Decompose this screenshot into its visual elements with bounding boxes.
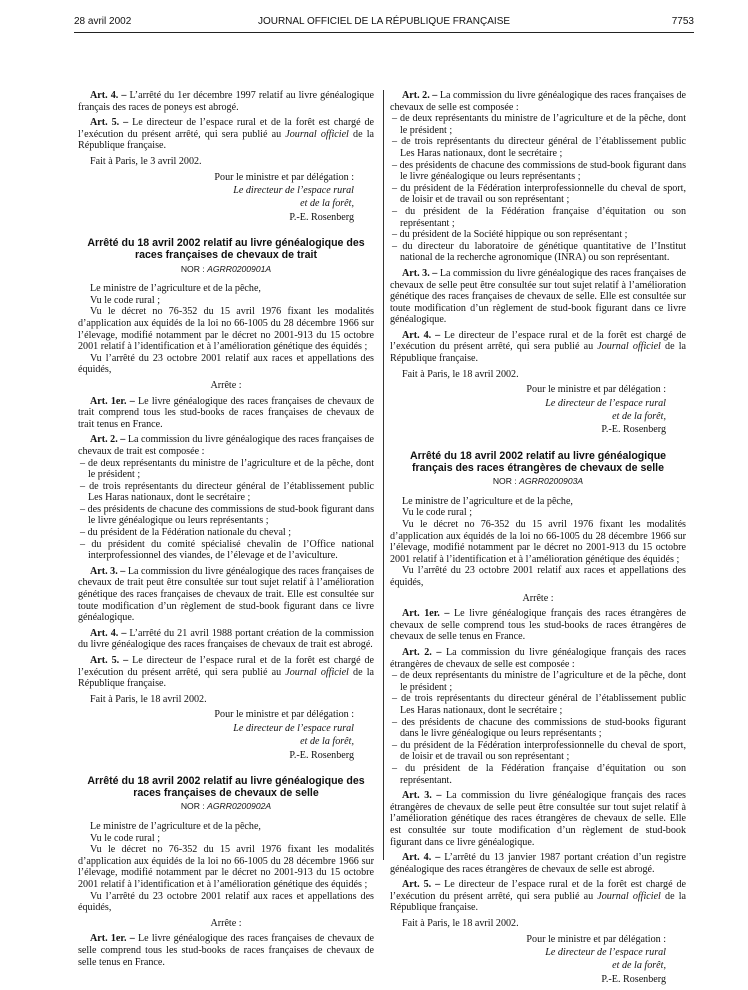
- paragraph: Vu l’arrêté du 23 octobre 2001 relatif aux races et appellations des équidés,: [78, 352, 374, 376]
- article: Art. 1er. – Le livre généalogique des races françaises de chevaux de selle comprend tous les stud-books de races françaises de chevaux de selle tenus en France.: [78, 933, 374, 968]
- paragraph: Le ministre de l’agriculture et de la pêche,: [402, 495, 573, 507]
- fait-line: Fait à Paris, le 18 avril 2002.: [402, 368, 519, 380]
- column-divider: [383, 90, 384, 860]
- fait-line: Fait à Paris, le 3 avril 2002.: [90, 155, 202, 167]
- list-item: – de trois représentants du directeur général de l’établissement public Les Haras nationaux, dont le secrétaire ;: [80, 480, 374, 504]
- paragraph: Vu le code rural ;: [90, 294, 161, 306]
- article: Art. 5. – Le directeur de l’espace rural et de la forêt est chargé de l’exécution du présent arrêté, qui sera publié au Journal officiel de la République française.: [78, 655, 374, 690]
- page-number: 7753: [671, 16, 694, 27]
- article: Art. 2. – La commission du livre généalogique français des races étrangères de chevaux de selle est composée :: [390, 647, 686, 670]
- list-item: – des présidents de chacune des commissions de stud-books figurant dans le livre généalogique ou leurs représentants ;: [392, 716, 686, 740]
- header-rule: [74, 32, 694, 33]
- list-item: – des présidents de chacune des commissions de stud-book figurant dans le livre généalogique ou leurs représentants ;: [392, 159, 686, 183]
- list-item: – du président de la Fédération interprofessionnelle du cheval de sport, de loisir et de travail ou son représentant ;: [392, 182, 686, 206]
- list-item: – de deux représentants du ministre de l’agriculture et de la pêche, dont le président ;: [392, 670, 686, 693]
- signature-block: Pour le ministre et par délégation : Le directeur de l’espace rural et de la forêt, P.-E. Rosenberg: [214, 171, 354, 223]
- list-item: – de deux représentants du ministre de l’agriculture et de la pêche, dont le président ;: [392, 113, 686, 136]
- list-item: – du directeur du laboratoire de génétique quantitative de l’Institut national de la recherche agronomique (INRA) ou son représentant.: [392, 240, 686, 264]
- signature-block: Pour le ministre et par délégation : Le directeur de l’espace rural et de la forêt, P.-E. Rosenberg: [214, 709, 354, 761]
- fait-line: Fait à Paris, le 18 avril 2002.: [402, 918, 519, 930]
- header-date: 28 avril 2002: [74, 16, 132, 27]
- list-item: – de trois représentants du directeur général de l’établissement public Les Haras nationaux, dont le secrétaire ;: [392, 136, 686, 159]
- decree-title: Arrêté du 18 avril 2002 relatif au livre généalogique français des races étrangères de chevaux de selle: [409, 449, 667, 475]
- paragraph: Vu le code rural ;: [90, 832, 161, 844]
- arrete-heading: Arrête :: [210, 379, 242, 391]
- article: Art. 3. – La commission du livre généalogique des races françaises de chevaux de selle peut être consultée sur tout sujet relatif à l’amélioration génétique des races françaises de chevaux de selle. Elle est consultée sur toute modification d’un règlement de stud-book figurant dans ce livre généalogique.: [390, 267, 686, 326]
- arrete-heading: Arrête :: [210, 917, 242, 929]
- article: Art. 4. – Le directeur de l’espace rural et de la forêt est chargé de l’exécution du présent arrêté, qui sera publié au Journal officiel de la République française.: [390, 329, 686, 365]
- member-list: [390, 670, 686, 786]
- article: Art. 1er. – Le livre généalogique des races françaises de chevaux de trait comprend tous les stud-books de races françaises de chevaux de trait tenus en France.: [78, 395, 374, 430]
- list-item: – du président de la Fédération nationale du cheval ;: [80, 527, 292, 539]
- paragraph: Vu le code rural ;: [402, 507, 473, 519]
- nor-reference: NOR : AGRR0200901A: [180, 263, 272, 274]
- paragraph: Vu l’arrêté du 23 octobre 2001 relatif aux races et appellations des équidés,: [78, 890, 374, 914]
- list-item: – de deux représentants du ministre de l’agriculture et de la pêche, dont le président ;: [80, 457, 374, 481]
- paragraph: Vu l’arrêté du 23 octobre 2001 relatif aux races et appellations des équidés,: [390, 565, 686, 589]
- decree-title: Arrêté du 18 avril 2002 relatif au livre généalogique des races françaises de chevaux de selle: [87, 775, 365, 800]
- article: Art. 1er. – Le livre généalogique français des races étrangères de chevaux de selle comprend tous les stud-books de races étrangères de chevaux de selle tenus en France.: [390, 608, 686, 643]
- left-column: [78, 90, 374, 972]
- decree-title: Arrêté du 18 avril 2002 relatif au livre généalogique des races françaises de chevaux de trait: [87, 237, 365, 262]
- article: Art. 3. – La commission du livre généalogique français des races étrangères de chevaux de selle peut être consultée sur tout sujet relatif à l’amélioration génétique des races étrangères de chevaux de selle. Elle est consultée sur toute modification d’un règlement de stud-book figurant dans ce livre généalogique.: [390, 790, 686, 848]
- journal-title: JOURNAL OFFICIEL DE LA RÉPUBLIQUE FRANÇAISE: [257, 16, 511, 27]
- paragraph: Vu le décret no 76-352 du 15 avril 1976 fixant les modalités d’application aux équidés de la loi no 66-1005 du 28 décembre 1966 sur l’élevage, modifié notamment par le décret no 2001-913 du 15 octobre 2001 relatif à l’identification et à l’amélioration génétique des équidés ;: [78, 844, 374, 890]
- list-item: – des présidents de chacune des commissions de stud-book figurant dans le livre généalogique ou leurs représentants ;: [80, 503, 374, 527]
- article: Art. 2. – La commission du livre généalogique des races françaises de chevaux de selle est composée :: [390, 90, 686, 113]
- signature-block: Pour le ministre et par délégation : Le directeur de l’espace rural et de la forêt, P.-E. Rosenberg: [526, 933, 666, 985]
- article: Art. 5. – Le directeur de l’espace rural et de la forêt est chargé de l’exécution du présent arrêté, qui sera publié au Journal officiel de la République française.: [390, 879, 686, 914]
- article: Art. 4. – L’arrêté du 13 janvier 1987 portant création d’un registre généalogique des races étrangères de chevaux de selle est abrogé.: [390, 852, 686, 875]
- member-list: [78, 458, 374, 562]
- right-column: [390, 90, 686, 987]
- paragraph: Vu le décret no 76-352 du 15 avril 1976 fixant les modalités d’application aux équidés de la loi no 66-1005 du 28 décembre 1966 sur l’élevage, modifié notamment par le décret no 2001-913 du 15 octobre 2001 relatif à l’identification et à l’amélioration génétique des équidés ;: [390, 519, 686, 565]
- arrete-heading: Arrête :: [522, 592, 554, 604]
- paragraph: Art. 5. – Le directeur de l’espace rural et de la forêt est chargé de l’exécution du présent arrêté, qui sera publié au Journal officiel de la République française.: [78, 117, 374, 152]
- nor-reference: NOR : AGRR0200903A: [492, 476, 584, 487]
- paragraph: Art. 4. – L’arrêté du 1er décembre 1997 relatif au livre généalogique français des races de poneys est abrogé.: [78, 90, 374, 113]
- paragraph: Le ministre de l’agriculture et de la pêche,: [90, 821, 261, 832]
- page-header: [74, 16, 694, 30]
- list-item: – du président de la Fédération interprofessionnelle du cheval de sport, de loisir et de travail ou son représentant ;: [392, 739, 686, 763]
- list-item: – du président du comité spécialisé chevalin de l’Office national interprofessionnel des viandes, de l’élevage et de l’aviculture.: [80, 538, 374, 562]
- member-list: [390, 113, 686, 264]
- list-item: – du président de la Société hippique ou son représentant ;: [392, 229, 628, 241]
- paragraph: Vu le décret no 76-352 du 15 avril 1976 fixant les modalités d’application aux équidés de la loi no 66-1005 du 28 décembre 1966 sur l’élevage, modifié notamment par le décret no 2001-913 du 15 octobre 2001 relatif à l’identification et à l’amélioration génétique des équidés ;: [78, 306, 374, 353]
- article: Art. 3. – La commission du livre généalogique des races françaises de chevaux de trait peut être consultée sur tout sujet relatif à l’amélioration génétique des races françaises de chevaux de trait. Elle est consultée sur toute modification d’un règlement de stud-book figurant dans ce livre généalogique.: [78, 565, 374, 624]
- paragraph: Le ministre de l’agriculture et de la pêche,: [90, 283, 261, 295]
- nor-reference: NOR : AGRR0200902A: [180, 801, 272, 812]
- list-item: – de trois représentants du directeur général de l’établissement public Les Haras nationaux, dont le secrétaire ;: [392, 693, 686, 716]
- list-item: – du président de la Fédération française d’équitation ou son représentant ;: [392, 205, 686, 229]
- signature-block: Pour le ministre et par délégation : Le directeur de l’espace rural et de la forêt, P.-E. Rosenberg: [526, 384, 666, 436]
- fait-line: Fait à Paris, le 18 avril 2002.: [90, 693, 207, 705]
- list-item: – du président de la Fédération française d’équitation ou son représentant.: [392, 762, 686, 786]
- article: Art. 2. – La commission du livre généalogique des races françaises de chevaux de trait est composée :: [78, 434, 374, 457]
- article: Art. 4. – L’arrêté du 21 avril 1988 portant création de la commission du livre généalogique des races françaises de chevaux de trait est abrogé.: [78, 627, 374, 651]
